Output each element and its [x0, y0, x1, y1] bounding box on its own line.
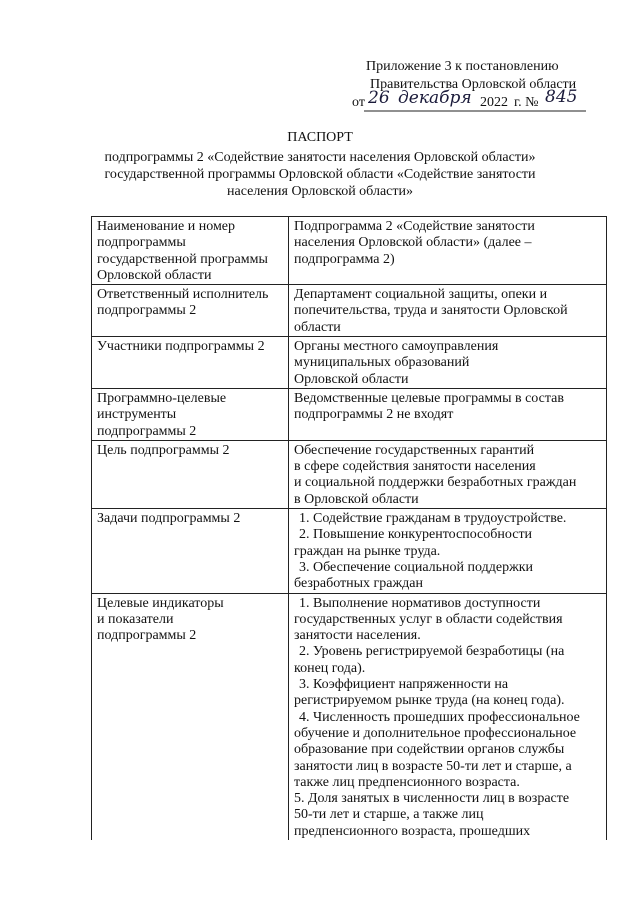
row-label-line: Программно-целевые: [97, 390, 227, 406]
title-line-2: государственной программы Орловской области «Содействие занятости: [104, 167, 536, 182]
date-suffix: г. №: [514, 95, 539, 110]
passport-table: [91, 216, 607, 840]
row-value-line: граждан на рынке труда.: [294, 543, 441, 559]
row-value-line: Подпрограмма 2 «Содействие занятости: [294, 219, 535, 234]
table-row: [92, 440, 607, 508]
row-value-cell: [289, 217, 607, 285]
appendix-line-2: Правительства Орловской области: [370, 76, 577, 92]
row-value-line: Органы местного самоуправления: [294, 339, 499, 355]
row-label-line: Ответственный исполнитель: [97, 287, 269, 303]
row-value-line: безработных граждан: [294, 576, 423, 592]
row-label-line: подпрограммы 2: [97, 628, 197, 644]
row-label-cell: [92, 593, 289, 840]
row-value-cell: [289, 593, 607, 840]
row-value-cell: [289, 337, 607, 389]
row-label-cell: [92, 217, 289, 285]
row-value-line: муниципальных образований: [294, 355, 470, 371]
row-value-line: области: [294, 319, 341, 335]
title-line-1: подпрограммы 2 «Содействие занятости населения Орловской области»: [104, 150, 536, 165]
row-value-line: образование при содействии органов службы: [294, 742, 565, 758]
row-value-cell: [289, 285, 607, 337]
decree-date-line: [352, 87, 602, 112]
row-value-line: 5. Доля занятых в численности лиц в возрасте: [294, 791, 570, 807]
title-line-3: населения Орловской области»: [227, 184, 413, 199]
row-label-line: Орловской области: [97, 267, 212, 283]
row-label-cell: [92, 388, 289, 440]
doc-number-handwritten: 845: [545, 87, 578, 107]
row-value-line: 3. Коэффициент напряженности на: [299, 677, 509, 693]
row-value-line: 1. Выполнение нормативов доступности: [299, 595, 541, 611]
row-label-line: Цель подпрограммы 2: [97, 442, 230, 458]
row-value-line: Орловской области: [294, 371, 409, 387]
row-value-line: подпрограмма 2): [294, 251, 395, 267]
row-value-line: населения Орловской области» (далее –: [294, 235, 532, 251]
row-label-line: подпрограммы 2: [97, 303, 197, 319]
row-label-line: Наименование и номер: [97, 219, 236, 234]
row-value-line: также лиц предпенсионного возраста.: [294, 774, 520, 790]
row-value-line: в Орловской области: [294, 491, 419, 507]
row-value-line: в сфере содействия занятости населения: [294, 459, 536, 475]
row-value-line: Обеспечение государственных гарантий: [294, 442, 535, 458]
row-value-line: 3. Обеспечение социальной поддержки: [299, 559, 534, 575]
table-row: [92, 509, 607, 593]
row-label-cell: [92, 285, 289, 337]
row-value-line: регистрируемом рынке труда (на конец года).: [294, 693, 565, 709]
row-label-line: подпрограммы: [97, 235, 186, 251]
row-value-line: предпенсионного возраста, прошедших: [294, 823, 531, 839]
table-row: [92, 593, 607, 840]
row-label-line: Задачи подпрограммы 2: [97, 511, 241, 527]
row-value-line: государственных услуг в области содействия: [294, 611, 563, 627]
row-label-line: Целевые индикаторы: [97, 595, 224, 611]
row-label-line: подпрограммы 2: [97, 423, 197, 439]
row-value-line: 50-ти лет и старше, а также лиц: [294, 807, 484, 823]
appendix-header: [352, 58, 602, 112]
row-value-line: конец года).: [294, 660, 366, 676]
row-value-line: 4. Численность прошедших профессиональное: [299, 709, 580, 725]
row-label-line: инструменты: [97, 407, 177, 423]
date-underline: [364, 110, 586, 113]
date-month-handwritten: декабря: [398, 88, 472, 108]
row-value-line: занятости лиц в возрасте 50-ти лет и старше, а: [294, 758, 572, 774]
row-label-cell: [92, 337, 289, 389]
table-row: [92, 337, 607, 389]
appendix-line-1: Приложение 3 к постановлению: [366, 59, 559, 74]
row-value-line: 2. Уровень регистрируемой безработицы (на: [299, 644, 565, 660]
row-label-line: государственной программы: [97, 251, 268, 267]
table-row: [92, 217, 607, 285]
row-value-line: и социальной поддержки безработных граждан: [294, 475, 577, 491]
date-year: 2022: [480, 95, 508, 110]
date-prefix: от: [352, 95, 365, 110]
row-value-line: попечительства, труда и занятости Орловской: [294, 303, 568, 319]
row-label-cell: [92, 440, 289, 508]
table-row: [92, 388, 607, 440]
row-value-line: Департамент социальной защиты, опеки и: [294, 287, 548, 303]
row-value-line: Ведомственные целевые программы в состав: [294, 390, 564, 406]
row-value-cell: [289, 440, 607, 508]
row-value-cell: [289, 388, 607, 440]
row-value-line: 2. Повышение конкурентоспособности: [299, 527, 533, 543]
row-value-cell: [289, 509, 607, 593]
passport-heading: ПАСПОРТ: [287, 130, 353, 145]
row-value-line: обучение и дополнительное профессиональное: [294, 725, 577, 741]
table-row: [92, 285, 607, 337]
row-value-line: занятости населения.: [294, 628, 421, 644]
row-label-line: и показатели: [97, 611, 174, 627]
date-day-handwritten: 26: [368, 88, 390, 108]
row-label-line: Участники подпрограммы 2: [97, 339, 265, 355]
row-value-line: подпрограммы 2 не входят: [294, 407, 454, 423]
row-label-cell: [92, 509, 289, 593]
row-value-line: 1. Содействие гражданам в трудоустройстве.: [299, 511, 567, 527]
